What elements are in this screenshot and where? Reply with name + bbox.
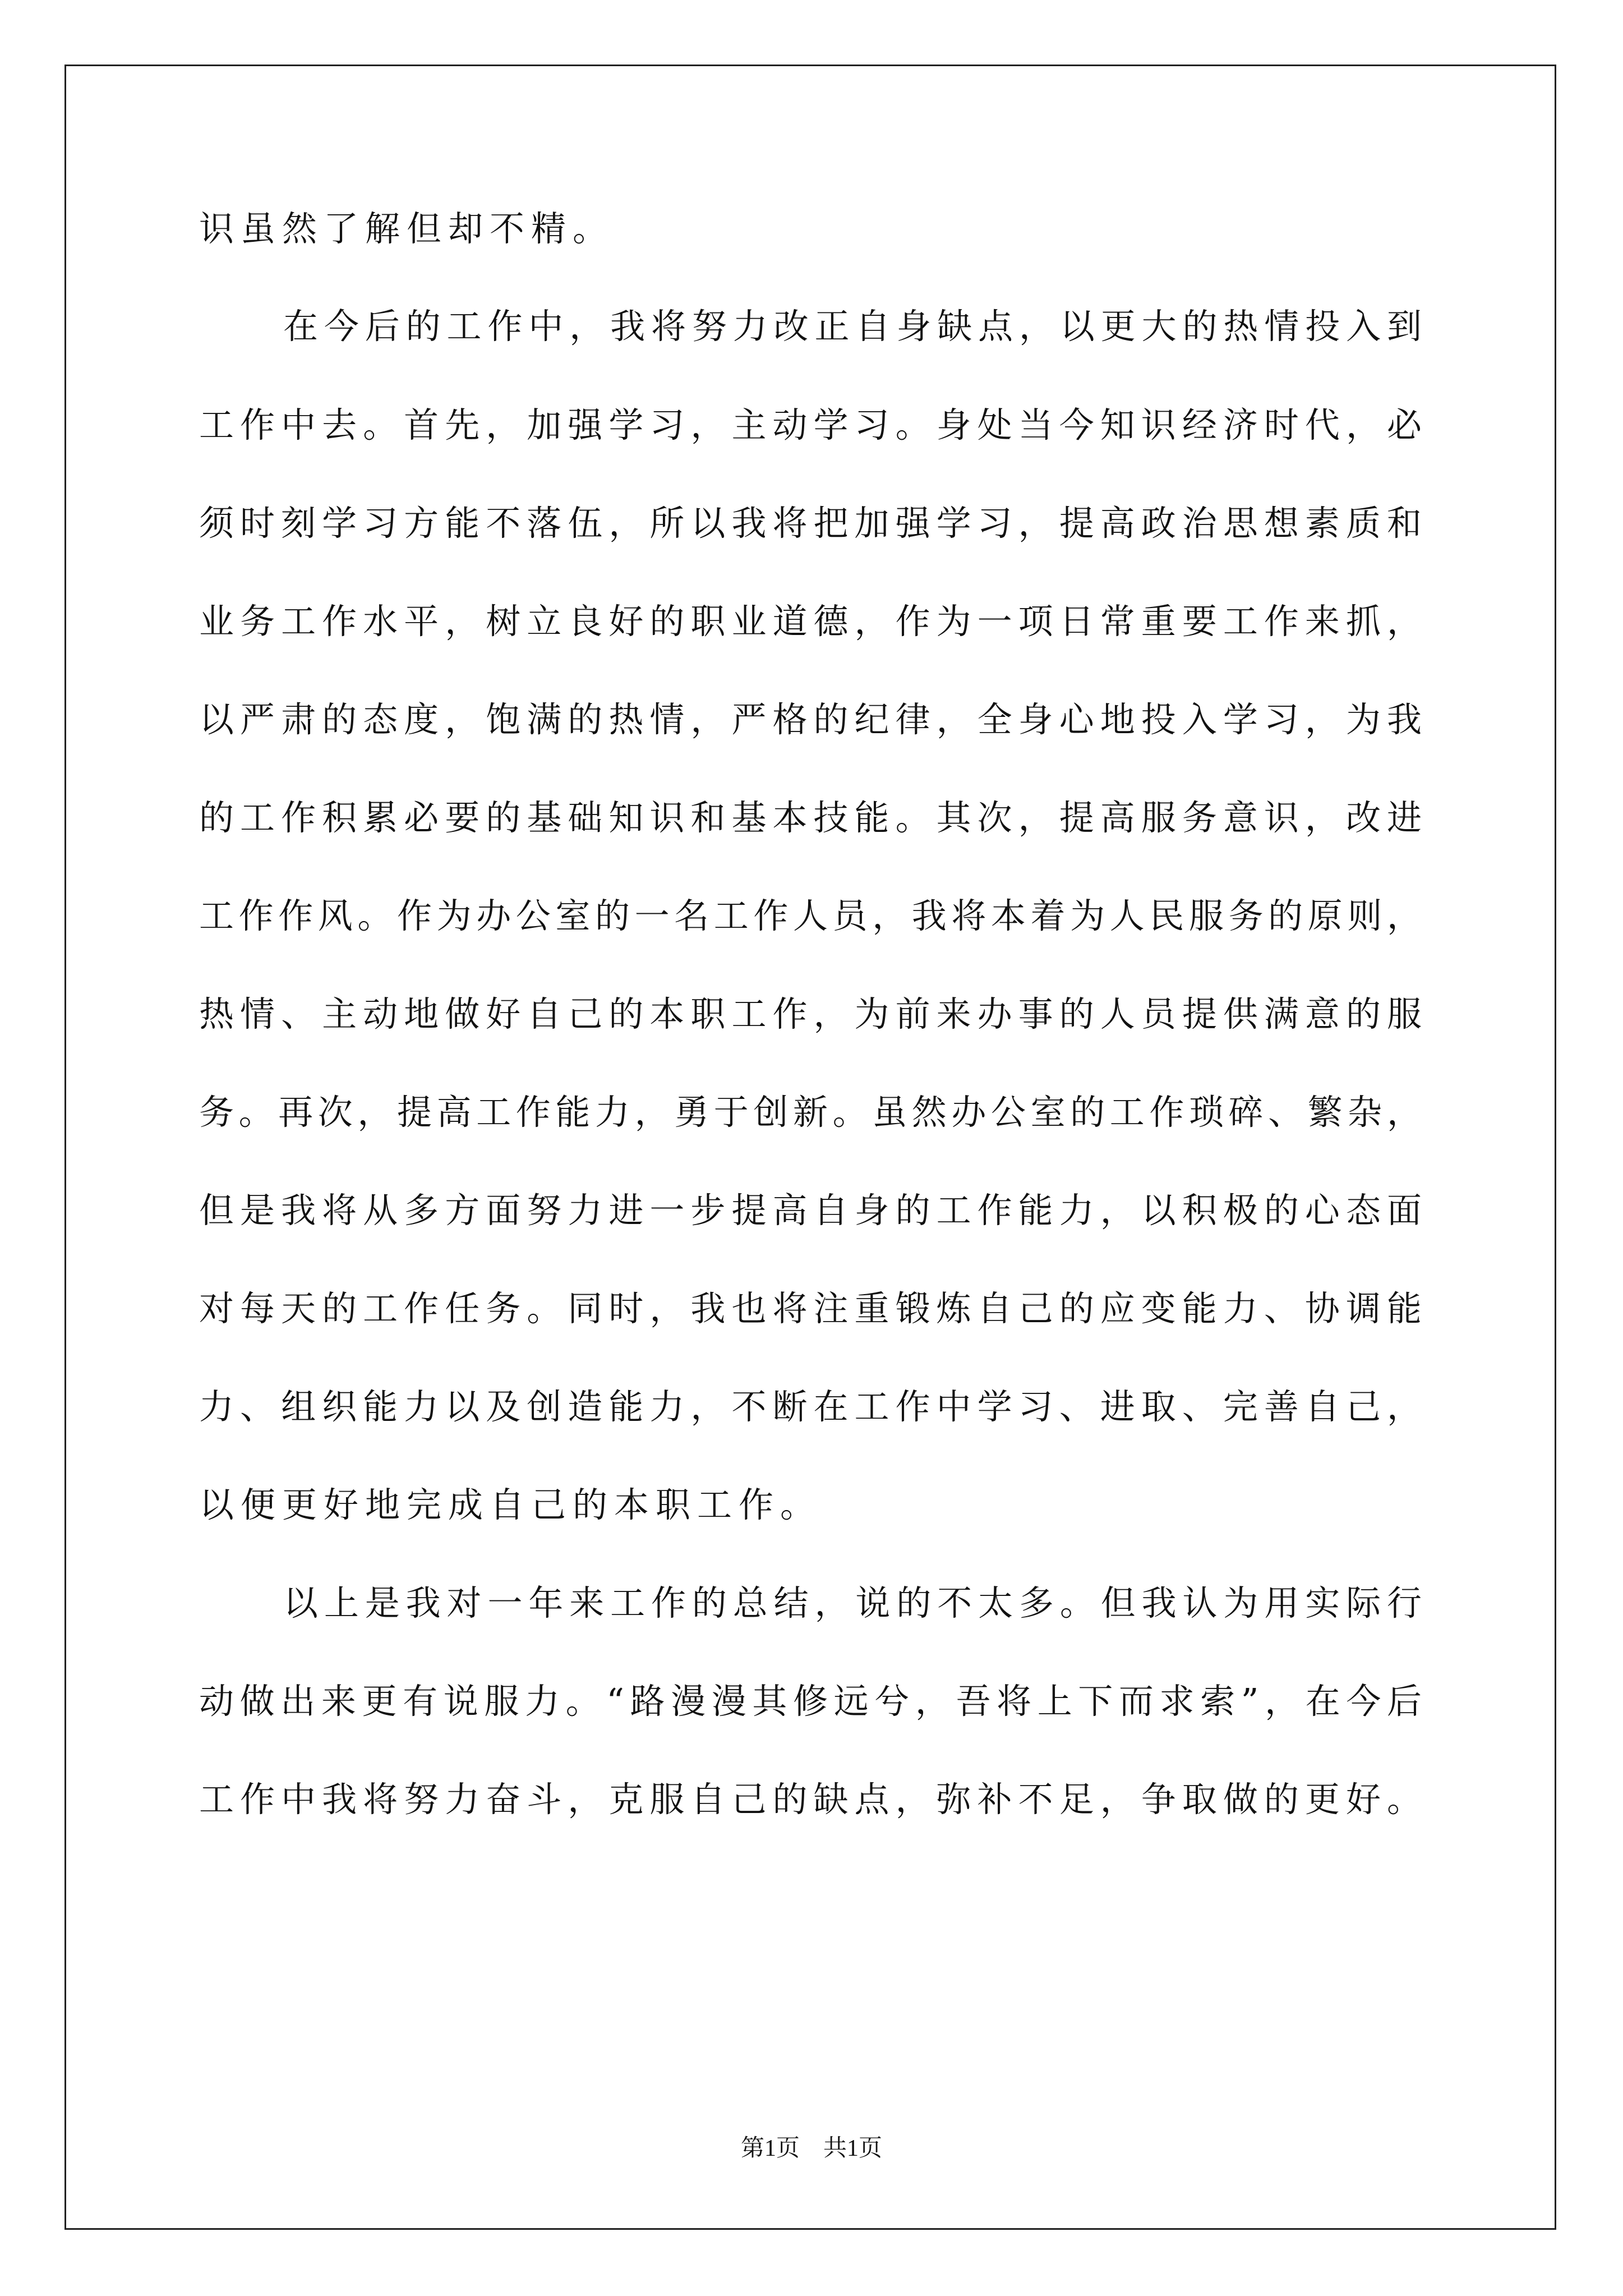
page-number-footer: 第1页 共1页 — [740, 2136, 882, 2161]
text-line: 但是我将从多方面努力进一步提高自身的工作能力，以积极的心态面 — [199, 1190, 1422, 1231]
text-line: 以上是我对一年来工作的总结，说的不太多。但我认为用实际行 — [283, 1582, 1422, 1623]
text-line: 以严肃的态度，饱满的热情，严格的纪律，全身心地投入学习，为我 — [199, 699, 1422, 740]
text-line: 识虽然了解但却不精。 — [199, 208, 615, 249]
text-line: 在今后的工作中，我将努力改正自身缺点，以更大的热情投入到 — [283, 306, 1422, 347]
page-border — [64, 65, 1556, 2230]
text-line: 以便更好地完成自己的本职工作。 — [199, 1484, 822, 1525]
text-line: 对每天的工作任务。同时，我也将注重锻炼自己的应变能力、协调能 — [199, 1288, 1422, 1329]
text-line: 动做出来更有说服力。“路漫漫其修远兮，吾将上下而求索”，在今后 — [199, 1681, 1422, 1722]
text-line: 工作中去。首先，加强学习，主动学习。身处当今知识经济时代，必 — [199, 404, 1422, 445]
text-line: 工作中我将努力奋斗，克服自己的缺点，弥补不足，争取做的更好。 — [199, 1779, 1422, 1820]
text-line: 业务工作水平，树立良好的职业道德，作为一项日常重要工作来抓， — [199, 601, 1422, 642]
text-line: 须时刻学习方能不落伍，所以我将把加强学习，提高政治思想素质和 — [199, 503, 1422, 544]
text-line: 力、组织能力以及创造能力，不断在工作中学习、进取、完善自己， — [199, 1386, 1422, 1427]
text-line: 热情、主动地做好自己的本职工作，为前来办事的人员提供满意的服 — [199, 993, 1422, 1034]
text-line: 务。再次，提高工作能力，勇于创新。虽然办公室的工作琐碎、繁杂， — [199, 1092, 1422, 1133]
text-line: 工作作风。作为办公室的一名工作人员，我将本着为人民服务的原则， — [199, 895, 1422, 936]
text-line: 的工作积累必要的基础知识和基本技能。其次，提高服务意识，改进 — [199, 797, 1422, 838]
